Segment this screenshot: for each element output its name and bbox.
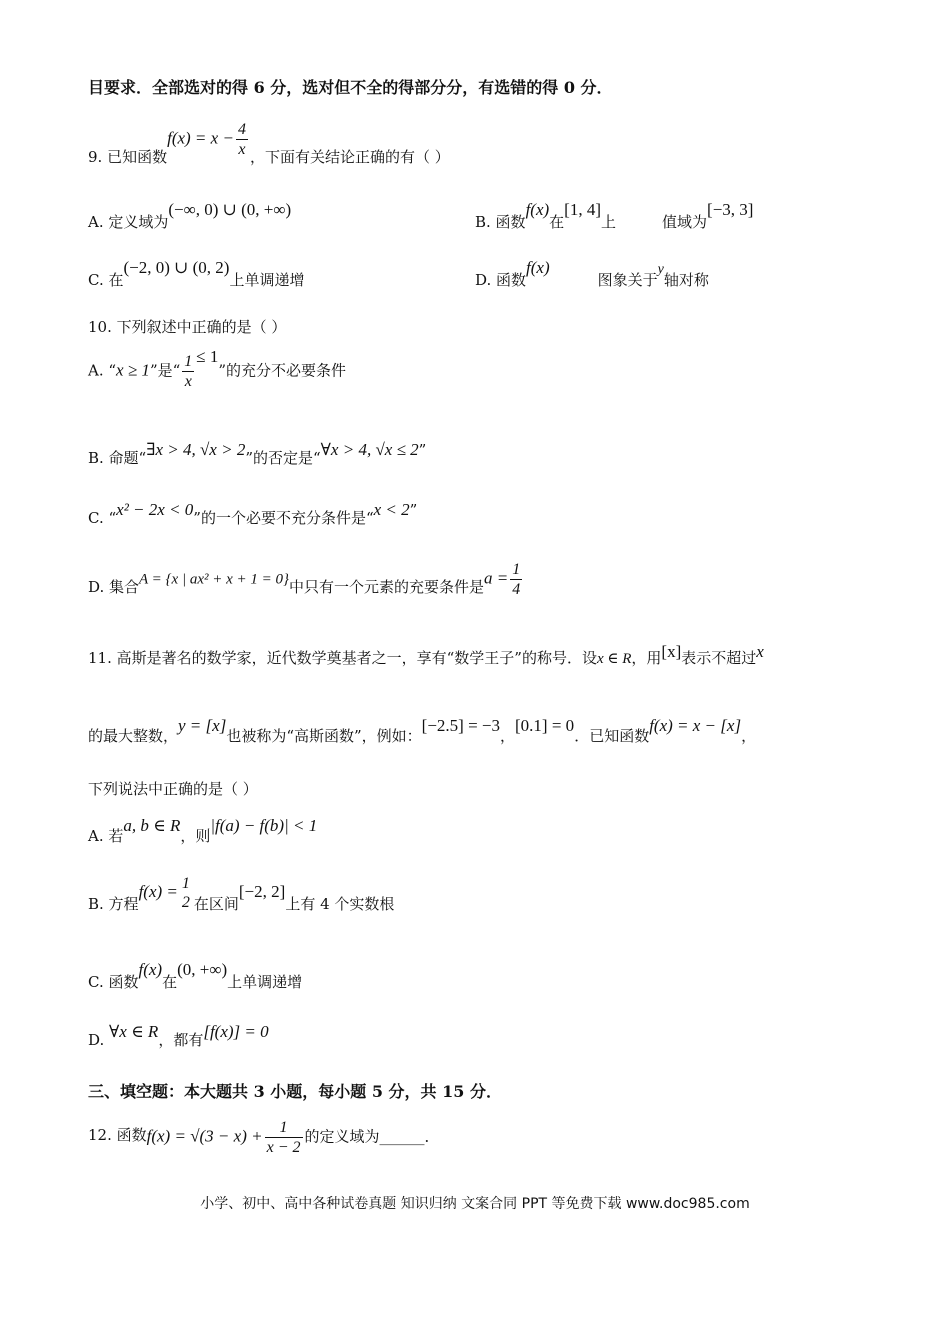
- q10-option-b: [88, 440, 427, 467]
- q10-option-a: [88, 346, 347, 391]
- q11-c-math1: f(x): [138, 960, 163, 979]
- question-9-stem: [88, 120, 450, 166]
- q12-fraction: [265, 1118, 303, 1157]
- q11-c-suffix: 上单调递增: [227, 973, 303, 991]
- q10-a-math1: x ≥ 1: [116, 360, 150, 380]
- q10-option-c: [88, 500, 418, 527]
- page-footer: 小学、初中、高中各种试卷真题 知识归纳 文案合同 PPT 等免费下载 www.doc985.com: [200, 1196, 750, 1212]
- q10-d-prefix: D. 集合: [88, 577, 140, 596]
- q11-b-mid: 在区间: [193, 895, 239, 914]
- q11-b-fraction: [180, 874, 192, 912]
- q11-line2-e: ，: [741, 727, 757, 745]
- q9-option-c: [88, 258, 305, 289]
- q11-c-prefix: C. 函数: [88, 973, 139, 991]
- q10-b-prefix: B. 命题“: [88, 449, 147, 467]
- q11-line2-math4: f(x) = x − [x]: [649, 716, 742, 735]
- q11-line2-math1: y = [x]: [178, 716, 227, 735]
- q11-line1-b: ，用: [631, 649, 662, 667]
- q9-suffix: ，下面有关结论正确的有（ ）: [249, 147, 450, 166]
- q11-a-math1: a, b ∈ R: [123, 816, 181, 835]
- q9-d-math2: y: [657, 262, 664, 277]
- q9-b-mid3: 值域为: [662, 213, 708, 231]
- q11-c-math2: (0, +∞): [177, 960, 228, 979]
- q10-a-prefix: A. “: [88, 361, 117, 380]
- q10-d-fraction: [510, 560, 522, 599]
- q11-line1-c: 表示不超过: [681, 649, 757, 667]
- q10-d-frac-den: 4: [512, 581, 521, 599]
- q11-d-prefix: D.: [88, 1031, 105, 1049]
- q10-a-suffix: ”的充分不必要条件: [218, 361, 347, 380]
- q12-suffix: 的定义域为______．: [304, 1127, 440, 1146]
- q10-d-math2: a =: [484, 568, 509, 588]
- q10-a-math2: ≤ 1: [196, 346, 219, 366]
- q11-option-a: [88, 816, 318, 845]
- q10-d-math1: A = {x | ax² + x + 1 = 0}: [139, 571, 290, 588]
- q10-a-fraction: [182, 352, 194, 391]
- q12-prefix: 12. 函数: [88, 1125, 147, 1144]
- q10-b-mid: ”的否定是“: [245, 449, 321, 467]
- q11-option-b: [88, 874, 394, 912]
- q9-d-math: f(x): [526, 258, 550, 277]
- q12-frac-den: x − 2: [266, 1139, 301, 1157]
- q10-b-math1: ∃x > 4, √x > 2: [146, 440, 246, 459]
- q11-line2-b: 也被称为“高斯函数”，例如：: [226, 727, 422, 745]
- q10-a-frac-den: x: [182, 371, 194, 391]
- q9-c-suffix: 上单调递增: [229, 271, 305, 289]
- q10-c-mid: ”的一个必要不充分条件是“: [193, 509, 374, 527]
- question-11-line-2: [88, 716, 757, 745]
- q9-a-label: A. 定义域为: [88, 213, 169, 231]
- q10-c-math1: x² − 2x < 0: [116, 500, 194, 519]
- q11-a-prefix: A. 若: [88, 827, 124, 845]
- q11-line2-math3: [0.1] = 0: [515, 716, 575, 735]
- q9-b-math3: [−3, 3]: [707, 200, 754, 219]
- q9-d-mid: 图象关于: [597, 271, 658, 289]
- q10-d-mid: 中只有一个元素的充要条件是: [289, 577, 485, 596]
- q11-b-math1: f(x) =: [138, 882, 178, 902]
- q10-b-suffix: ”: [418, 441, 427, 459]
- q12-math1: f(x) = √(3 − x) +: [146, 1126, 263, 1146]
- q12-frac-num: 1: [279, 1119, 288, 1136]
- q11-b-math2: [−2, 2]: [238, 882, 286, 902]
- question-11-line-1: [88, 642, 764, 668]
- q10-c-prefix: C. “: [88, 509, 117, 527]
- q11-option-c: [88, 960, 303, 991]
- q10-a-mid: ”是“: [149, 361, 181, 380]
- q9-b-label: B. 函数: [475, 213, 526, 231]
- q9-b-mid2: 上: [601, 213, 617, 231]
- q9-b-mid: 在: [549, 213, 565, 231]
- q10-d-frac-num: 1: [512, 561, 521, 578]
- q9-prefix: 9. 已知函数: [88, 147, 168, 166]
- q9-function: f(x) = x −: [167, 128, 234, 148]
- q11-line1-math3: x: [756, 642, 764, 661]
- q11-d-math2: [f(x)] = 0: [203, 1022, 269, 1041]
- q9-b-math2: [1, 4]: [564, 200, 601, 219]
- section-instruction: 目要求．全部选对的得 6 分，选对但不全的得部分分，有选错的得 0 分．: [88, 78, 613, 97]
- q11-d-math1: ∀x ∈ R: [109, 1022, 159, 1041]
- q10-c-suffix: ”: [409, 501, 418, 519]
- q9-option-d: [475, 258, 709, 289]
- q11-c-mid: 在: [162, 973, 178, 991]
- q9-fraction: [236, 120, 248, 159]
- q11-line1-math2: [x]: [661, 642, 682, 661]
- q9-d-label: D. 函数: [475, 271, 527, 289]
- q10-b-math2: ∀x > 4, √x ≤ 2: [320, 440, 419, 459]
- q10-c-math2: x < 2: [373, 500, 410, 519]
- question-12: [88, 1118, 440, 1157]
- q9-b-math1: f(x): [525, 200, 550, 219]
- q11-a-mid: ，则: [180, 827, 211, 845]
- q11-b-prefix: B. 方程: [88, 895, 139, 914]
- q11-line1-math1: x ∈ R: [596, 651, 632, 667]
- q11-line2-c: ，: [500, 727, 516, 745]
- q11-b-frac-num: 1: [181, 875, 190, 892]
- q10-option-d: [88, 560, 524, 599]
- q11-line2-math2: [−2.5] = −3: [421, 716, 500, 735]
- question-11-line-3: 下列说法中正确的是（ ）: [88, 780, 258, 798]
- q11-line2-a: 的最大整数，: [88, 727, 179, 745]
- q9-option-a: [88, 200, 292, 231]
- q9-a-math: (−∞, 0) ∪ (0, +∞): [168, 200, 292, 219]
- q11-a-math2: |f(a) − f(b)| < 1: [210, 816, 318, 835]
- question-10-stem: 10. 下列叙述中正确的是（ ）: [88, 318, 287, 336]
- q9-c-label: C. 在: [88, 271, 124, 289]
- q9-d-suffix: 轴对称: [663, 271, 709, 289]
- q9-frac-num: 4: [237, 121, 246, 138]
- q9-option-b: [475, 200, 754, 231]
- q9-c-math: (−2, 0) ∪ (0, 2): [123, 258, 230, 277]
- q11-line2-d: ．已知函数: [574, 727, 650, 745]
- section-3-heading: 三、填空题：本大题共 3 小题，每小题 5 分，共 15 分．: [88, 1082, 502, 1101]
- q11-b-suffix: 上有 4 个实数根: [285, 895, 395, 914]
- q10-a-frac-num: 1: [184, 353, 193, 370]
- q11-option-d: [88, 1022, 269, 1049]
- q11-b-frac-den: 2: [181, 894, 190, 912]
- q9-frac-den: x: [236, 139, 248, 159]
- q11-line1-a: 11. 高斯是著名的数学家，近代数学奠基者之一，享有“数学王子”的称号．设: [88, 649, 597, 667]
- q11-d-mid: ，都有: [158, 1031, 204, 1049]
